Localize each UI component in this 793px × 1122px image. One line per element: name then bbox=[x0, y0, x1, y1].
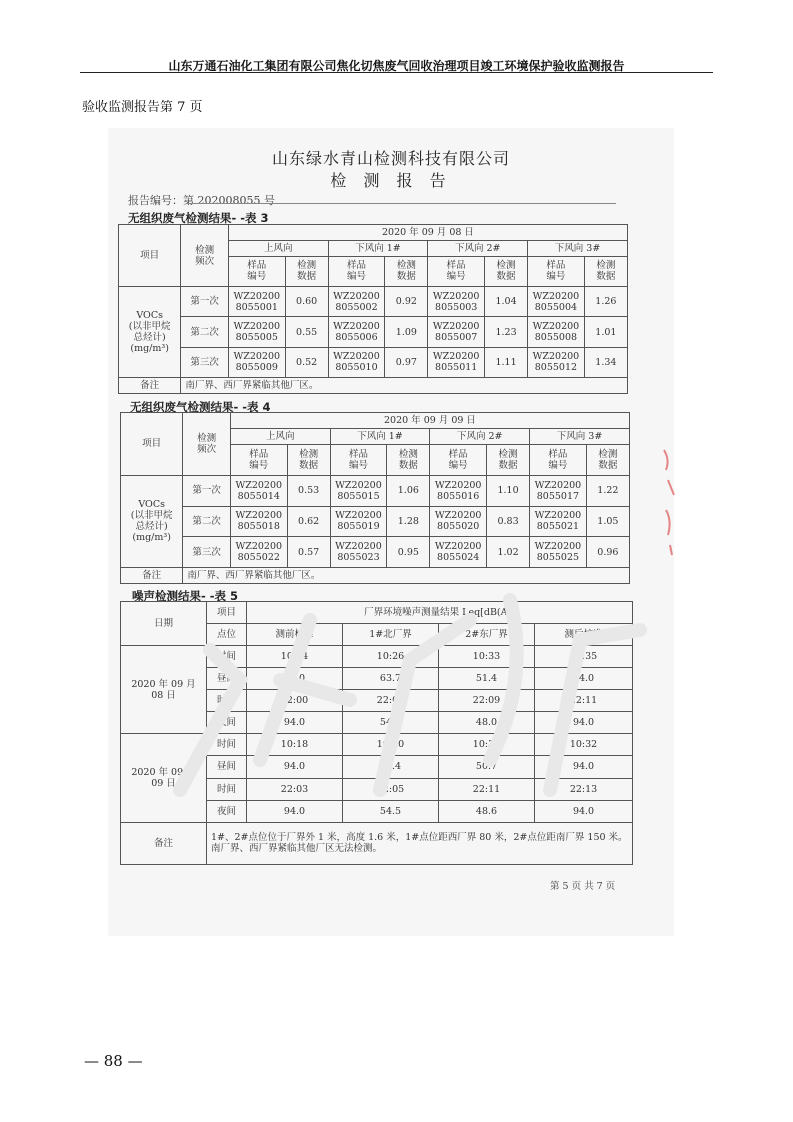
sample-no-header: 样品 编号 bbox=[428, 256, 485, 286]
point-name: 1#北厂界 bbox=[343, 624, 439, 646]
row-label: 时间 bbox=[207, 778, 247, 800]
value-cell: 0.55 bbox=[285, 317, 328, 347]
table-header-row bbox=[119, 225, 628, 241]
value-cell: 10:26 bbox=[343, 646, 439, 668]
freq-cell: 第一次 bbox=[183, 475, 231, 506]
value-cell: 94.0 bbox=[247, 756, 343, 778]
table3-title: 无组织废气检测结果- -表 3 bbox=[128, 211, 269, 225]
value-cell: 1.34 bbox=[584, 347, 627, 377]
table4 bbox=[120, 412, 630, 584]
sample-no-cell: WZ20200 8055001 bbox=[228, 287, 285, 317]
value-cell: 10:18 bbox=[247, 734, 343, 756]
freq-cell: 第二次 bbox=[183, 506, 231, 537]
value-cell: 1.10 bbox=[487, 475, 530, 506]
value-cell: 1.23 bbox=[485, 317, 528, 347]
note-row bbox=[121, 567, 630, 583]
sample-no-cell: WZ20200 8055012 bbox=[528, 347, 585, 377]
table-row bbox=[119, 347, 628, 377]
value-cell: 51.4 bbox=[439, 668, 535, 690]
value-cell: 1.02 bbox=[487, 537, 530, 568]
value-cell: 22:03 bbox=[247, 778, 343, 800]
value-cell: 1.22 bbox=[586, 475, 629, 506]
value-cell: 0.53 bbox=[287, 475, 330, 506]
value-cell: 0.60 bbox=[285, 287, 328, 317]
sample-no-cell: WZ20200 8055010 bbox=[328, 347, 385, 377]
table-row bbox=[121, 734, 633, 756]
sample-no-header: 样品 编号 bbox=[228, 256, 285, 286]
value-cell: 0.92 bbox=[385, 287, 428, 317]
value-cell: 0.57 bbox=[287, 537, 330, 568]
note-text: 南厂界、西厂界紧临其他厂区。 bbox=[183, 567, 630, 583]
value-cell: 94.0 bbox=[535, 668, 633, 690]
point-header: 点位 bbox=[207, 624, 247, 646]
page-label: 验收监测报告第 7 页 bbox=[82, 100, 203, 115]
note-label: 备注 bbox=[121, 567, 183, 583]
value-cell: 48.6 bbox=[439, 800, 535, 822]
data-header: 检测 数据 bbox=[287, 445, 330, 476]
value-cell: 0.96 bbox=[586, 537, 629, 568]
sample-no-header: 样品 编号 bbox=[230, 445, 287, 476]
footer-page-count: 第 5 页 共 7 页 bbox=[550, 881, 616, 892]
sample-no-cell: WZ20200 8055011 bbox=[428, 347, 485, 377]
sample-no-header: 样品 编号 bbox=[328, 256, 385, 286]
value-cell: 63.7 bbox=[343, 668, 439, 690]
sample-no-cell: WZ20200 8055003 bbox=[428, 287, 485, 317]
value-cell: 22:11 bbox=[535, 690, 633, 712]
sample-no-cell: WZ20200 8055008 bbox=[528, 317, 585, 347]
value-cell: 10:30 bbox=[439, 734, 535, 756]
row-label: 时间 bbox=[207, 734, 247, 756]
table-row bbox=[121, 646, 633, 668]
data-header: 检测 数据 bbox=[485, 256, 528, 286]
note-row bbox=[121, 822, 633, 864]
freq-cell: 第二次 bbox=[181, 317, 229, 347]
value-cell: 22:00 bbox=[247, 690, 343, 712]
value-cell: 54.7 bbox=[343, 712, 439, 734]
data-header: 检测 数据 bbox=[385, 256, 428, 286]
row-label: 昼间 bbox=[207, 756, 247, 778]
value-cell: 94.0 bbox=[247, 800, 343, 822]
point-name: 测后校准 bbox=[535, 624, 633, 646]
data-header: 检测 数据 bbox=[586, 445, 629, 476]
value-cell: 94.0 bbox=[535, 800, 633, 822]
sample-no-cell: WZ20200 8055016 bbox=[430, 475, 487, 506]
direction-header: 下风向 1# bbox=[328, 240, 428, 256]
sample-no-header: 样品 编号 bbox=[330, 445, 387, 476]
value-cell: 94.0 bbox=[247, 712, 343, 734]
freq-cell: 第一次 bbox=[181, 287, 229, 317]
sample-no-cell: WZ20200 8055015 bbox=[330, 475, 387, 506]
freq-header: 检测 频次 bbox=[181, 225, 229, 287]
note-text: 1#、2#点位位于厂界外 1 米，高度 1.6 米，1#点位距西厂界 80 米，2#点位距南厂界 150 米。 南厂界、西厂界紧临其他厂区无法检测。 bbox=[207, 822, 633, 864]
sample-no-cell: WZ20200 8055025 bbox=[530, 537, 587, 568]
sample-no-cell: WZ20200 8055022 bbox=[230, 537, 287, 568]
value-cell: 1.04 bbox=[485, 287, 528, 317]
table5-title: 噪声检测结果- -表 5 bbox=[132, 589, 239, 603]
date-cell: 2020 年 09 月 09 日 bbox=[121, 734, 207, 822]
freq-cell: 第三次 bbox=[181, 347, 229, 377]
direction-header: 下风向 3# bbox=[528, 240, 628, 256]
row-label: 夜间 bbox=[207, 800, 247, 822]
point-name: 测前校准 bbox=[247, 624, 343, 646]
date-cell: 2020 年 09 月 08 日 bbox=[121, 646, 207, 734]
value-cell: 94.0 bbox=[247, 668, 343, 690]
point-name: 2#东厂界 bbox=[439, 624, 535, 646]
sample-no-cell: WZ20200 8055005 bbox=[228, 317, 285, 347]
value-cell: 10:20 bbox=[343, 734, 439, 756]
table4-title: 无组织废气检测结果- -表 4 bbox=[130, 400, 271, 414]
value-cell: 1.11 bbox=[485, 347, 528, 377]
value-cell: 94.0 bbox=[535, 756, 633, 778]
data-header: 检测 数据 bbox=[285, 256, 328, 286]
direction-header: 下风向 2# bbox=[430, 429, 530, 445]
red-seal-fragment bbox=[660, 440, 680, 560]
table3 bbox=[118, 224, 628, 394]
document-header: 山东万通石油化工集团有限公司焦化切焦废气回收治理项目竣工环境保护验收监测报告 bbox=[168, 59, 625, 73]
pollutant-cell: VOCs (以非甲烷 总烃计) (mg/m³) bbox=[121, 475, 183, 567]
item-header: 项目 bbox=[119, 225, 181, 287]
value-cell: 10:35 bbox=[535, 646, 633, 668]
value-cell: 48.0 bbox=[439, 712, 535, 734]
table-row bbox=[121, 475, 630, 506]
value-cell: 22:09 bbox=[439, 690, 535, 712]
pollutant-cell: VOCs (以非甲烷 总烃计) (mg/m³) bbox=[119, 287, 181, 378]
freq-cell: 第三次 bbox=[183, 537, 231, 568]
value-cell: 1.01 bbox=[584, 317, 627, 347]
sample-no-cell: WZ20200 8055019 bbox=[330, 506, 387, 537]
value-cell: 10:32 bbox=[535, 734, 633, 756]
table5 bbox=[120, 601, 633, 865]
table-row bbox=[119, 287, 628, 317]
value-cell: 22:11 bbox=[439, 778, 535, 800]
data-header: 检测 数据 bbox=[387, 445, 430, 476]
direction-header: 上风向 bbox=[228, 240, 328, 256]
value-cell: 22:02 bbox=[343, 690, 439, 712]
sample-no-cell: WZ20200 8055006 bbox=[328, 317, 385, 347]
direction-header: 上风向 bbox=[230, 429, 330, 445]
value-cell: 94.0 bbox=[535, 712, 633, 734]
sample-no-cell: WZ20200 8055018 bbox=[230, 506, 287, 537]
value-cell: 1.28 bbox=[387, 506, 430, 537]
value-cell: 0.83 bbox=[487, 506, 530, 537]
value-cell: 1.06 bbox=[387, 475, 430, 506]
row-label: 时间 bbox=[207, 690, 247, 712]
value-cell: 54.5 bbox=[343, 800, 439, 822]
direction-header: 下风向 3# bbox=[530, 429, 630, 445]
row-label: 时间 bbox=[207, 646, 247, 668]
sample-no-cell: WZ20200 8055020 bbox=[430, 506, 487, 537]
sample-no-cell: WZ20200 8055007 bbox=[428, 317, 485, 347]
sample-no-cell: WZ20200 8055009 bbox=[228, 347, 285, 377]
table-header-row bbox=[121, 413, 630, 429]
note-label: 备注 bbox=[119, 378, 181, 394]
data-header: 检测 数据 bbox=[487, 445, 530, 476]
value-cell: 0.62 bbox=[287, 506, 330, 537]
date-header: 2020 年 09 月 09 日 bbox=[230, 413, 629, 429]
item-header: 项目 bbox=[207, 602, 247, 624]
result-header: 厂界环境噪声测量结果 Leq[dB(A)] bbox=[247, 602, 633, 624]
sample-no-cell: WZ20200 8055014 bbox=[230, 475, 287, 506]
value-cell: 1.05 bbox=[586, 506, 629, 537]
direction-header: 下风向 1# bbox=[330, 429, 430, 445]
direction-header: 下风向 2# bbox=[428, 240, 528, 256]
sample-no-cell: WZ20200 8055023 bbox=[330, 537, 387, 568]
table-row bbox=[121, 537, 630, 568]
sample-no-cell: WZ20200 8055021 bbox=[530, 506, 587, 537]
data-header: 检测 数据 bbox=[584, 256, 627, 286]
row-label: 昼间 bbox=[207, 668, 247, 690]
date-header: 日期 bbox=[121, 602, 207, 646]
sample-no-header: 样品 编号 bbox=[528, 256, 585, 286]
sample-no-cell: WZ20200 8055002 bbox=[328, 287, 385, 317]
sample-no-cell: WZ20200 8055004 bbox=[528, 287, 585, 317]
row-label: 夜间 bbox=[207, 712, 247, 734]
value-cell: 0.52 bbox=[285, 347, 328, 377]
note-text: 南厂界、西厂界紧临其他厂区。 bbox=[181, 378, 628, 394]
page-number: — 88 — bbox=[84, 1052, 143, 1070]
value-cell: 1.09 bbox=[385, 317, 428, 347]
note-row bbox=[119, 378, 628, 394]
sample-no-header: 样品 编号 bbox=[530, 445, 587, 476]
sample-no-cell: WZ20200 8055024 bbox=[430, 537, 487, 568]
noise-header-row bbox=[121, 602, 633, 624]
sample-no-cell: WZ20200 8055017 bbox=[530, 475, 587, 506]
value-cell: 50.7 bbox=[439, 756, 535, 778]
freq-header: 检测 频次 bbox=[183, 413, 231, 476]
report-number-rule bbox=[186, 203, 616, 204]
value-cell: 63.4 bbox=[343, 756, 439, 778]
value-cell: 0.95 bbox=[387, 537, 430, 568]
header-rule bbox=[80, 72, 713, 73]
value-cell: 10:24 bbox=[247, 646, 343, 668]
item-header: 项目 bbox=[121, 413, 183, 476]
value-cell: 10:33 bbox=[439, 646, 535, 668]
table-row bbox=[119, 317, 628, 347]
value-cell: 0.97 bbox=[385, 347, 428, 377]
note-label: 备注 bbox=[121, 822, 207, 864]
table-row bbox=[121, 506, 630, 537]
report-number: 报告编号：第 202008055 号 bbox=[128, 194, 275, 207]
value-cell: 1.26 bbox=[584, 287, 627, 317]
company-name: 山东绿水青山检测科技有限公司 bbox=[271, 149, 510, 168]
date-header: 2020 年 09 月 08 日 bbox=[228, 225, 627, 241]
sample-no-header: 样品 编号 bbox=[430, 445, 487, 476]
report-title: 检 测 报 告 bbox=[330, 171, 452, 190]
value-cell: 22:13 bbox=[535, 778, 633, 800]
value-cell: 22:05 bbox=[343, 778, 439, 800]
